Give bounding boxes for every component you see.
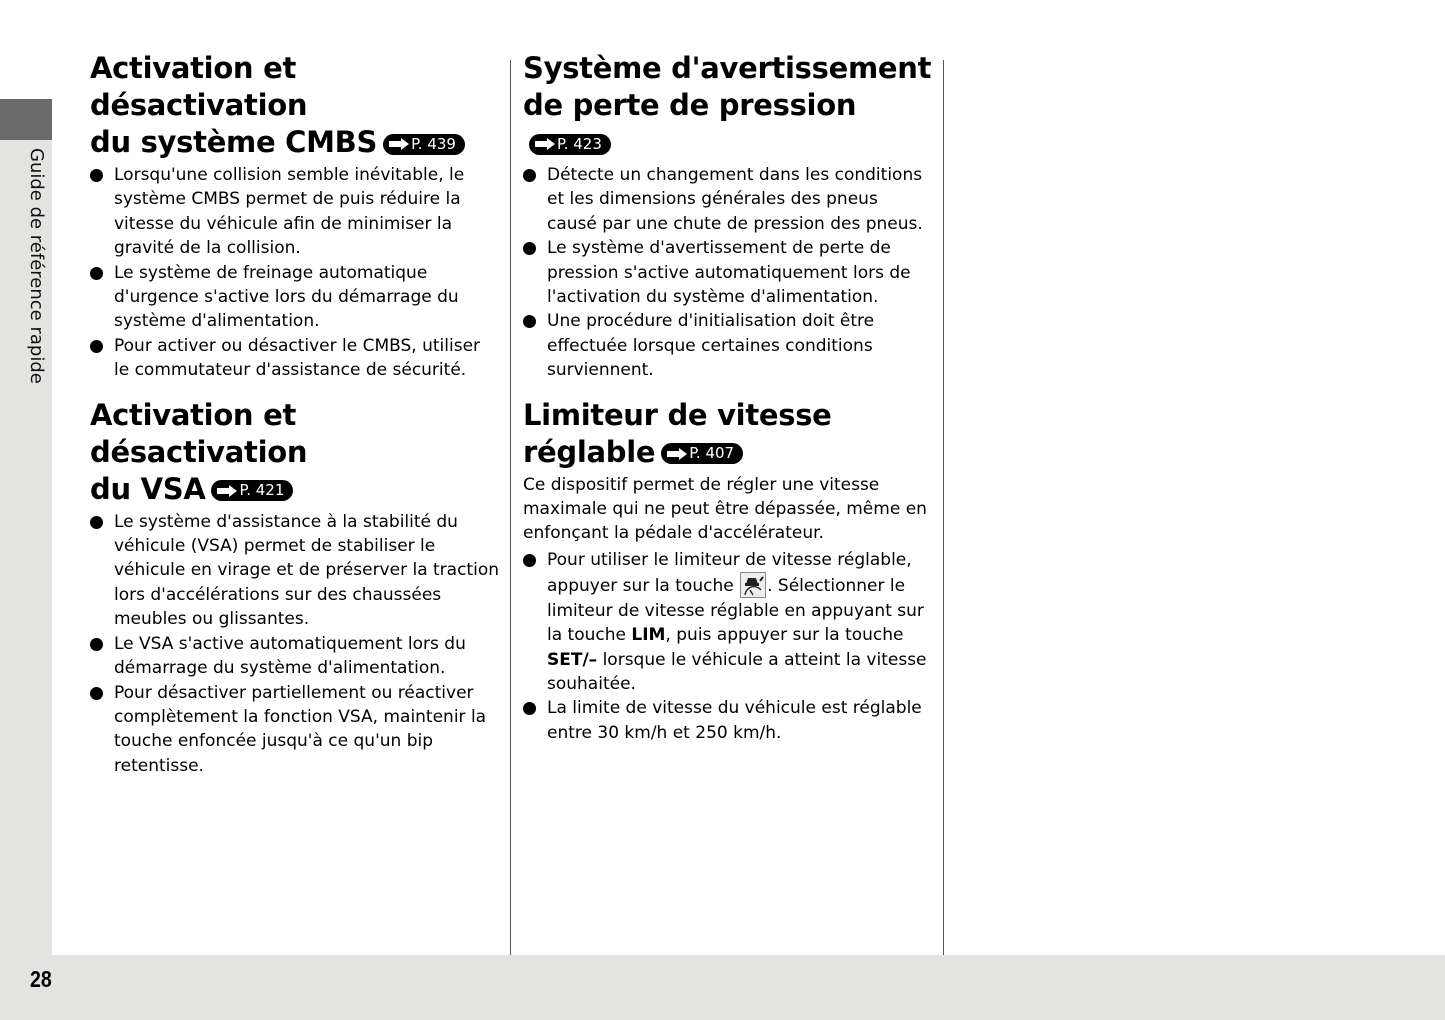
column-divider: [510, 60, 511, 955]
list-item: Le VSA s'active automatiquement lors du démarrage du système d'alimentation.: [90, 632, 500, 681]
section-title: Limiteur de vitesse réglable P. 407: [523, 397, 832, 469]
list-item: Détecte un changement dans les conditions et les dimensions générales des pneus causé par une chute de pression des pneus.: [523, 163, 933, 236]
section-title: Système d'avertissement de perte de pression P. 423: [523, 51, 932, 153]
section-speed-limiter: [523, 397, 933, 745]
bullet-list: [523, 163, 933, 383]
page-number: 28: [30, 966, 52, 992]
list-item: Pour activer ou désactiver le CMBS, utiliser le commutateur d'assistance de sécurité.: [90, 334, 500, 383]
bullet-icon: [523, 702, 536, 715]
list-item: Une procédure d'initialisation doit être effectuée lorsque certaines conditions surviennent.: [523, 309, 933, 382]
bullet-icon: [90, 340, 103, 353]
column-divider: [943, 60, 944, 955]
intro-paragraph: Ce dispositif permet de régler une vitesse maximale qui ne peut être dépassée, même en enfonçant la pédale d'accélérateur.: [523, 474, 927, 544]
bullet-icon: [523, 554, 536, 567]
page-reference-link[interactable]: P. 421: [211, 480, 293, 501]
list-item: Le système d'avertissement de perte de pression s'active automatiquement lors de l'activation du système d'alimentation.: [523, 236, 933, 309]
bullet-list: [90, 510, 500, 778]
page-reference-link[interactable]: P. 407: [661, 443, 743, 464]
bullet-list: [523, 548, 933, 745]
page-reference-link[interactable]: P. 439: [383, 134, 465, 155]
bullet-icon: [90, 516, 103, 529]
arrow-right-icon: [388, 138, 410, 150]
bullet-icon: [523, 169, 536, 182]
list-item: Le système de freinage automatique d'urgence s'active lors du démarrage du système d'alimentation.: [90, 261, 500, 334]
bullet-list: [90, 163, 500, 383]
middle-column: [523, 50, 933, 759]
bullet-icon: [523, 242, 536, 255]
bullet-icon: [90, 169, 103, 182]
speed-limiter-button-icon: [740, 572, 766, 598]
bullet-icon: [90, 638, 103, 651]
section-pressure-warning: [523, 50, 933, 383]
arrow-right-icon: [666, 448, 688, 460]
bullet-icon: [90, 267, 103, 280]
bullet-icon: [90, 687, 103, 700]
bullet-icon: [523, 315, 536, 328]
section-tab-marker: [0, 99, 52, 140]
list-item: La limite de vitesse du véhicule est réglable entre 30 km/h et 250 km/h.: [523, 696, 933, 745]
section-title: Activation et désactivation du VSA P. 421: [90, 397, 308, 506]
section-title: Activation et désactivation du système CMBS P. 439: [90, 50, 500, 161]
page-reference-link[interactable]: P. 423: [529, 134, 611, 155]
list-item: Pour désactiver partiellement ou réactiver complètement la fonction VSA, maintenir la touche enfoncée jusqu'à ce qu'un bip retentisse.: [90, 681, 500, 779]
list-item: Lorsqu'une collision semble inévitable, le système CMBS permet de puis réduire la vitesse du véhicule afin de minimiser la gravité de la collision.: [90, 163, 500, 261]
arrow-right-icon: [216, 485, 238, 497]
section-cmbs: [90, 50, 500, 383]
list-item: Le système d'assistance à la stabilité du véhicule (VSA) permet de stabiliser le véhicule en virage et de préserver la traction lors d'accélérations sur des chaussées meubles ou glissantes.: [90, 510, 500, 632]
arrow-right-icon: [534, 138, 556, 150]
list-item: Pour utiliser le limiteur de vitesse réglable, appuyer sur la touche . Sélectionner le limiteur de vitesse réglable en appuyant sur la touche LIM, puis appuyer sur la touche SET/– lorsque le véhicule a atteint la vitesse souhaitée.: [523, 548, 933, 696]
left-column: [90, 50, 500, 792]
section-vsa: [90, 397, 500, 778]
footer-band: [0, 955, 1445, 1020]
section-label: Guide de référence rapide: [26, 148, 47, 384]
